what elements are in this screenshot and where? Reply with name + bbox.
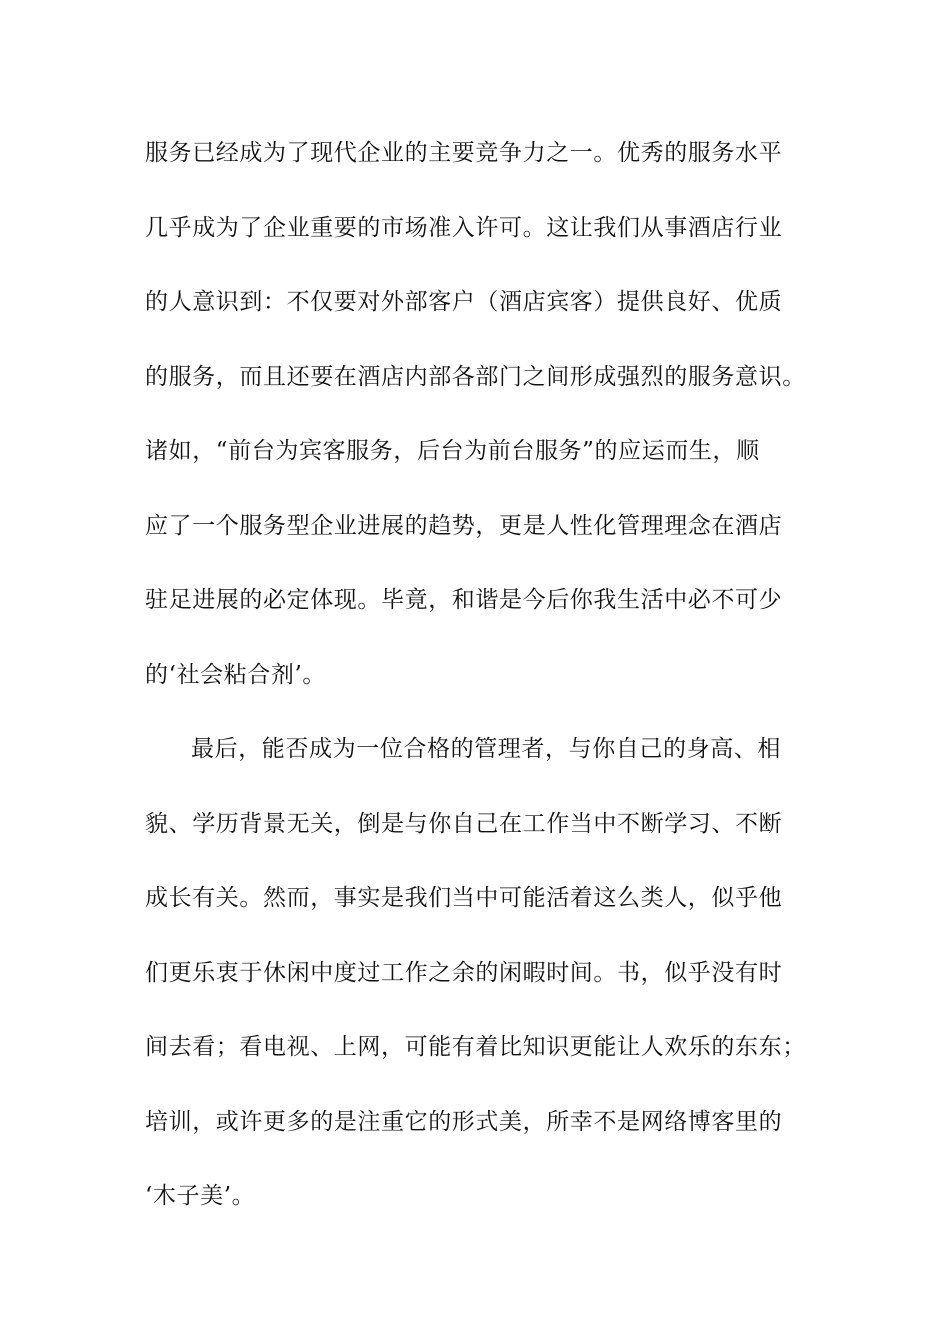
body-text <box>145 130 825 1248</box>
text-line: 服务已经成为了现代企业的主要竞争力之一。优秀的服务水平 <box>145 140 783 166</box>
text-line: 应了一个服务型企业进展的趋势，更是人性化管理理念在酒店 <box>145 512 783 539</box>
text-line: 的服务，而且还要在酒店内部各部门之间形成强烈的服务意识。 <box>145 363 806 390</box>
text-line: 的‘社会粘合剂’。 <box>145 661 327 688</box>
text-line: 貌、学历背景无关，倒是与你自己在工作当中不断学习、不断 <box>145 810 783 837</box>
paragraph-start-line: 最后，能否成为一位合格的管理者，与你自己的身高、相 <box>191 736 781 762</box>
text-line: 驻足进展的必定体现。毕竟，和谐是今后你我生活中必不可少 <box>145 587 783 613</box>
text-line: 们更乐衷于休闲中度过工作之余的闲暇时间。书，似乎没有时 <box>145 959 783 986</box>
text-line: 的人意识到：不仅要对外部客户（酒店宾客）提供良好、优质 <box>145 289 783 315</box>
text-line: 几乎成为了企业重要的市场准入许可。这让我们从事酒店行业 <box>145 214 783 241</box>
text-line: 成长有关。然而，事实是我们当中可能活着这么类人，似乎他 <box>145 885 783 911</box>
text-line: 间去看；看电视、上网，可能有着比知识更能让人欢乐的东东； <box>145 1034 806 1060</box>
text-line: 诸如，“前台为宾客服务，后台为前台服务”的应运而生，顺 <box>145 438 760 464</box>
text-line: 培训，或许更多的是注重它的形式美，所幸不是网络博客里的 <box>145 1108 783 1135</box>
text-line: ‘木子美’。 <box>145 1183 256 1209</box>
